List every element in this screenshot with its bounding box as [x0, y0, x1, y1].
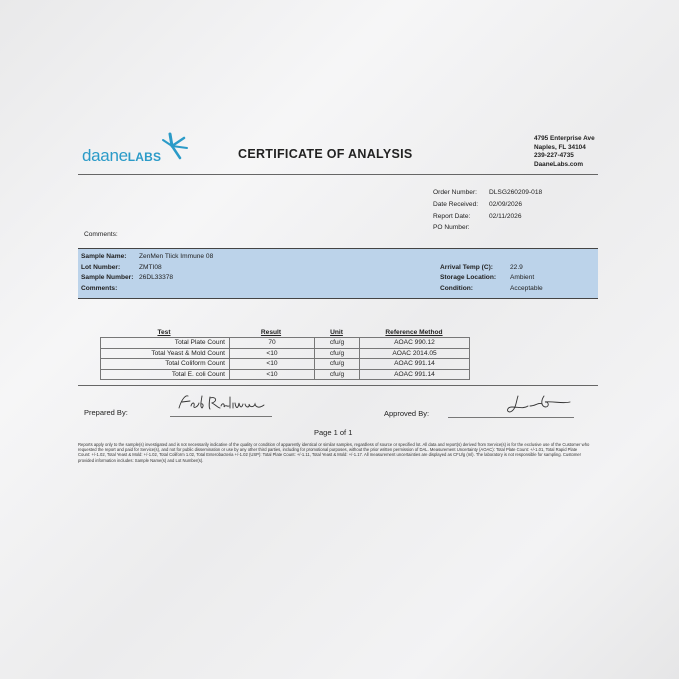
certificate-page — [78, 130, 598, 470]
table-row: Total Coliform Count <10 cfu/g AOAC 991.14 — [101, 359, 470, 370]
arrival-temp: 22.9 — [510, 263, 523, 271]
logo-burst-icon — [154, 132, 190, 162]
table-row: Total Yeast & Mold Count <10 cfu/g AOAC 2014.05 — [101, 348, 470, 359]
logo-suffix: LABS — [127, 150, 162, 164]
approved-by-label: Approved By: — [384, 409, 430, 418]
lot-number: ZMTI08 — [139, 263, 162, 271]
table-row: Total E. coli Count <10 cfu/g AOAC 991.14 — [101, 369, 470, 380]
daane-labs-logo — [82, 132, 202, 166]
approved-signature — [504, 392, 574, 418]
results-header: Test Result Unit Reference Method — [157, 329, 443, 336]
header-divider — [78, 174, 598, 175]
order-info: Order Number: DLSG260209-018 Date Received: 02/09/2026 Report Date: 02/11/2026 PO Number: — [433, 189, 543, 232]
sample-info-panel: Sample Name: ZenMen Tlick Immune 08 Lot Number: ZMTI08 Sample Number: 26DL33378 Comments: Arrival Temp (C): 22.9 Storage Location: Ambient Condition: Acceptable — [78, 248, 598, 299]
order-number: DLSG260209-018 — [489, 189, 543, 196]
report-date: 02/11/2026 — [489, 212, 522, 220]
table-row: Total Plate Count 70 cfu/g AOAC 990.12 — [101, 338, 470, 349]
page-number: Page 1 of 1 — [314, 428, 353, 437]
sample-number: 26DL33378 — [139, 274, 174, 282]
condition: Acceptable — [510, 285, 543, 293]
document-title: CERTIFICATE OF ANALYSIS — [238, 147, 413, 161]
lab-address: 4795 Enterprise Ave Naples, FL 34104 239-227-4735 DaaneLabs.com — [534, 135, 595, 168]
sample-name: ZenMen Tlick Immune 08 — [139, 253, 214, 260]
approved-signature-line — [448, 417, 574, 418]
comments-label: Comments: — [84, 231, 118, 238]
date-received: 02/09/2026 — [489, 200, 523, 208]
prepared-signature-line — [170, 416, 272, 417]
disclaimer-text: Reports apply only to the sample(s) investigated and is not necessarily indicative of the quality or condition of apparently identical or similar samples, regardless of source or specified lot. All data and report(s) derived from Service(s) is for the exclusive use of the Customer who requested the report and paid for Service(s), and not for public dissemination or use by any other third parties, including for promotional purposes, without the prior written permission of DAL. Measurement Uncertainty (AOAC): Total Plate Count: +/-1.01, Total Rapid Plate Count: +/-1.02, Total Yeast & Mold: +/-1.02, Total Coliform 1.02, Total Enterobacteria +/-1.02 (USP): Total Plate Count: +/-1.11, Total Yeast & Mold: +/-1.17. All measurement uncertainties are displayed as CFU/g (ml). The laboratory is not responsible for sampling. Customer provided information includes: Sample Name(s) and Lot Number(s). — [78, 442, 590, 463]
prepared-signature — [176, 392, 268, 414]
logo-prefix: daane — [82, 146, 128, 165]
prepared-by-label: Prepared By: — [84, 408, 128, 417]
storage-location: Ambient — [510, 274, 535, 282]
results-divider — [78, 385, 598, 386]
results-table — [100, 326, 470, 380]
